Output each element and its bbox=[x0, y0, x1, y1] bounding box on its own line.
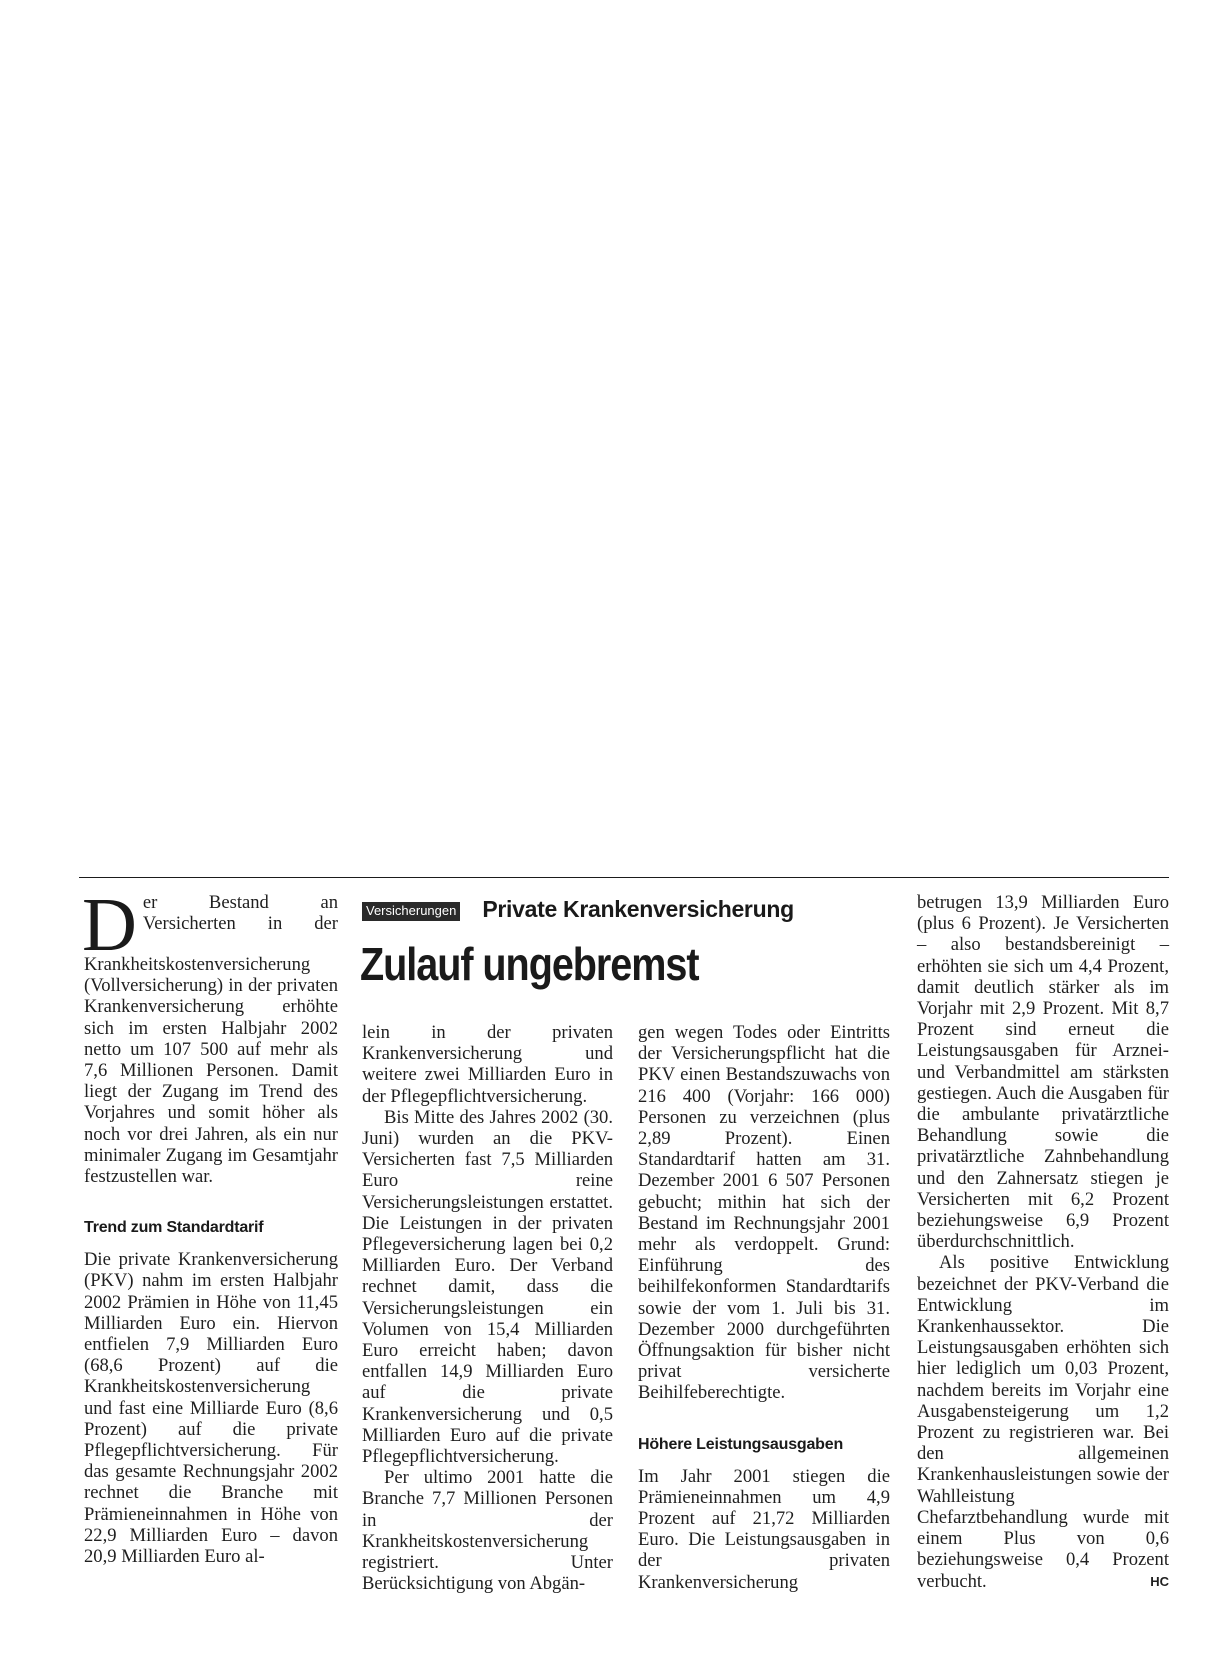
article-column-1 bbox=[82, 883, 338, 1568]
subhead-standardtarif: Trend zum Standardtarif bbox=[84, 1219, 264, 1237]
article-headline: Zulauf ungebremst bbox=[360, 938, 699, 990]
article-kicker: Private Krankenversicherung bbox=[482, 895, 794, 922]
author-signature: HC bbox=[1150, 1573, 1169, 1589]
body-paragraph: Die private Krankenversicherung (PKV) nahm im ersten Halbjahr 2002 Prämien in Höhe von 11,45 Milliarden Euro ein. Hiervon entfielen 7,9 Milliarden Euro (68,6 Prozent) auf die Krankheitskostenversicherung und fast eine Milliarde Euro (8,6 Prozent) auf die private Pflegepflichtversicherung. Für das gesamte Rechnungsjahr 2002 rechnet die Branche mit Prämieneinnahmen in Höhe von 22,9 Milliarden Euro – davon 20,9 Milliarden Euro al- bbox=[84, 1249, 338, 1568]
body-paragraph: Per ultimo 2001 hatte die Branche 7,7 Millionen Personen in der Krankheitskostenversicherung registriert. Unter Berücksichtigung von Abgän- bbox=[362, 1467, 613, 1595]
lead-paragraph bbox=[82, 883, 338, 1188]
body-paragraph: gen wegen Todes oder Eintritts der Versicherungspflicht hat die PKV einen Bestandszuwachs von 216 400 (Vorjahr: 166 000) Personen zu verzeichnen (plus 2,89 Prozent). Einen Standardtarif hatten am 31. Dezember 2001 6 507 Personen gebucht; mithin hat sich der Bestand im Rechnungsjahr 2001 mehr als verdoppelt. Grund: Einführung des beihilfekonformen Standardtarifs sowie der vom 1. Juli bis 31. Dezember 2000 durchgeführten Öffnungsaktion für bisher nicht privat versicherte Beihilfeberechtigte. bbox=[638, 1022, 890, 1404]
body-paragraph: betrugen 13,9 Milliarden Euro (plus 6 Prozent). Je Versicherten – also bestandsbereinigt – erhöhten sie sich um 4,4 Prozent, damit deutlich stärker als im Vorjahr mit 2,9 Prozent. Mit 8,7 Prozent sind erneut die Leistungsausgaben für Arznei- und Verbandmittel am stärksten gestiegen. Auch die Ausgaben für die ambulante privatärztliche Behandlung sowie die privatärztliche Zahnbehandlung und den Zahnersatz stiegen je Versicherten mit 6,2 Prozent beziehungsweise 6,9 Prozent überdurchschnittlich. bbox=[917, 892, 1169, 1253]
top-rule bbox=[79, 877, 1169, 878]
article-kicker-row bbox=[362, 894, 794, 924]
article-column-2 bbox=[362, 1022, 613, 1594]
subhead-leistungsausgaben: Höhere Leistungsausgaben bbox=[638, 1435, 844, 1453]
body-paragraph: lein in der privaten Krankenversicherung und weitere zwei Milliarden Euro in der Pflegepflichtversicherung. bbox=[362, 1022, 613, 1107]
article-column-3 bbox=[638, 1022, 890, 1593]
drop-cap: D bbox=[82, 883, 137, 967]
body-paragraph: Bis Mitte des Jahres 2002 (30. Juni) wurden an die PKV-Versicherten fast 7,5 Milliarden Euro reine Versicherungsleistungen erstattet. Die Leistungen in der privaten Pflegeversicherung lagen bei 0,2 Milliarden Euro. Der Verband rechnet damit, dass die Versicherungsleistungen ein Volumen von 15,4 Milliarden Euro erreicht haben; davon entfallen 14,9 Milliarden Euro auf die private Krankenversicherung und 0,5 Milliarden Euro auf die private Pflegepflichtversicherung. bbox=[362, 1106, 613, 1468]
ressort-label: Versicherungen bbox=[362, 902, 460, 921]
body-paragraph: Im Jahr 2001 stiegen die Prämieneinnahmen um 4,9 Prozent auf 21,72 Milliarden Euro. Die Leistungsausgaben in der privaten Krankenversicherung bbox=[638, 1465, 890, 1593]
article-column-4 bbox=[917, 892, 1169, 1593]
closing-paragraph-text: Als positive Entwicklung bezeichnet der PKV-Verband die Entwicklung im Krankenhaussektor. Die Leistungsausgaben erhöhten sich hier lediglich um 0,03 Prozent, nachdem bereits im Vorjahr eine Ausgabensteigerung um 1,2 Prozent zu registrieren war. Bei den allgemeinen Krankenhausleistungen sowie der Wahlleistung Chefarztbehandlung wurde mit einem Plus von 0,6 beziehungsweise 0,4 Prozent verbucht. bbox=[917, 1252, 1169, 1592]
body-paragraph bbox=[917, 1252, 1169, 1591]
lead-paragraph-text: er Bestand an Versicherten in der Krankheitskostenversicherung (Vollversicherung) in der privaten Krankenversicherung erhöhte sich im ersten Halbjahr 2002 netto um 107 500 auf mehr als 7,6 Millionen Personen. Damit liegt der Zugang im Trend des Vorjahres und somit höher als noch vor drei Jahren, als ein nur minimaler Zugang im Gesamtjahr festzustellen war. bbox=[84, 892, 338, 1188]
